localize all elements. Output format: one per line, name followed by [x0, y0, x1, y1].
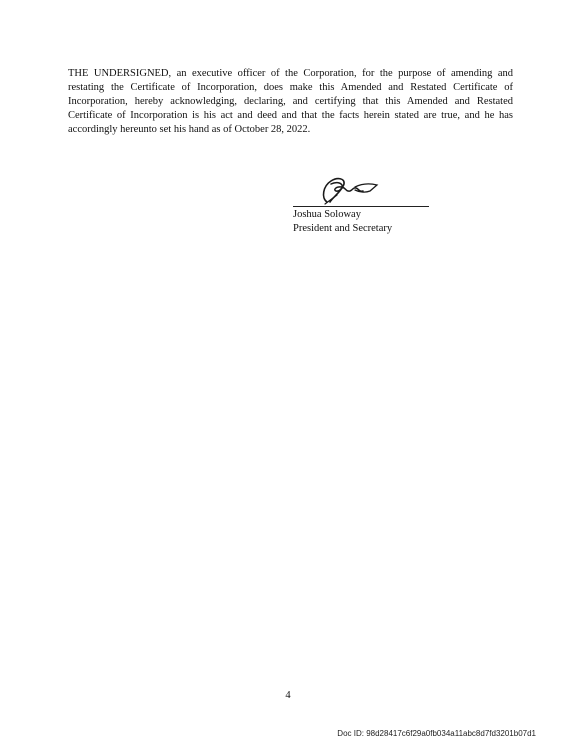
- handwritten-signature: [315, 168, 385, 208]
- signer-name: Joshua Soloway: [293, 209, 361, 220]
- certification-paragraph: THE UNDERSIGNED, an executive officer of the Corporation, for the purpose of amending and restating the Certificate of Incorporation, does make this Amended and Restated Certificate of Incorporation, hereby acknowledging, declaring, and certifying that this Amended and Restated Certificate of Incorporation is his act and deed and that the facts herein stated are true, and he has accordingly hereunto set his hand as of October 28, 2022.: [68, 68, 513, 135]
- signer-title: President and Secretary: [293, 223, 393, 234]
- doc-id: Doc ID: 98d28417c6f29a0fb034a11abc8d7fd3201b07d1: [337, 729, 536, 738]
- signature-line: [293, 206, 429, 207]
- page-number: 4: [285, 690, 291, 701]
